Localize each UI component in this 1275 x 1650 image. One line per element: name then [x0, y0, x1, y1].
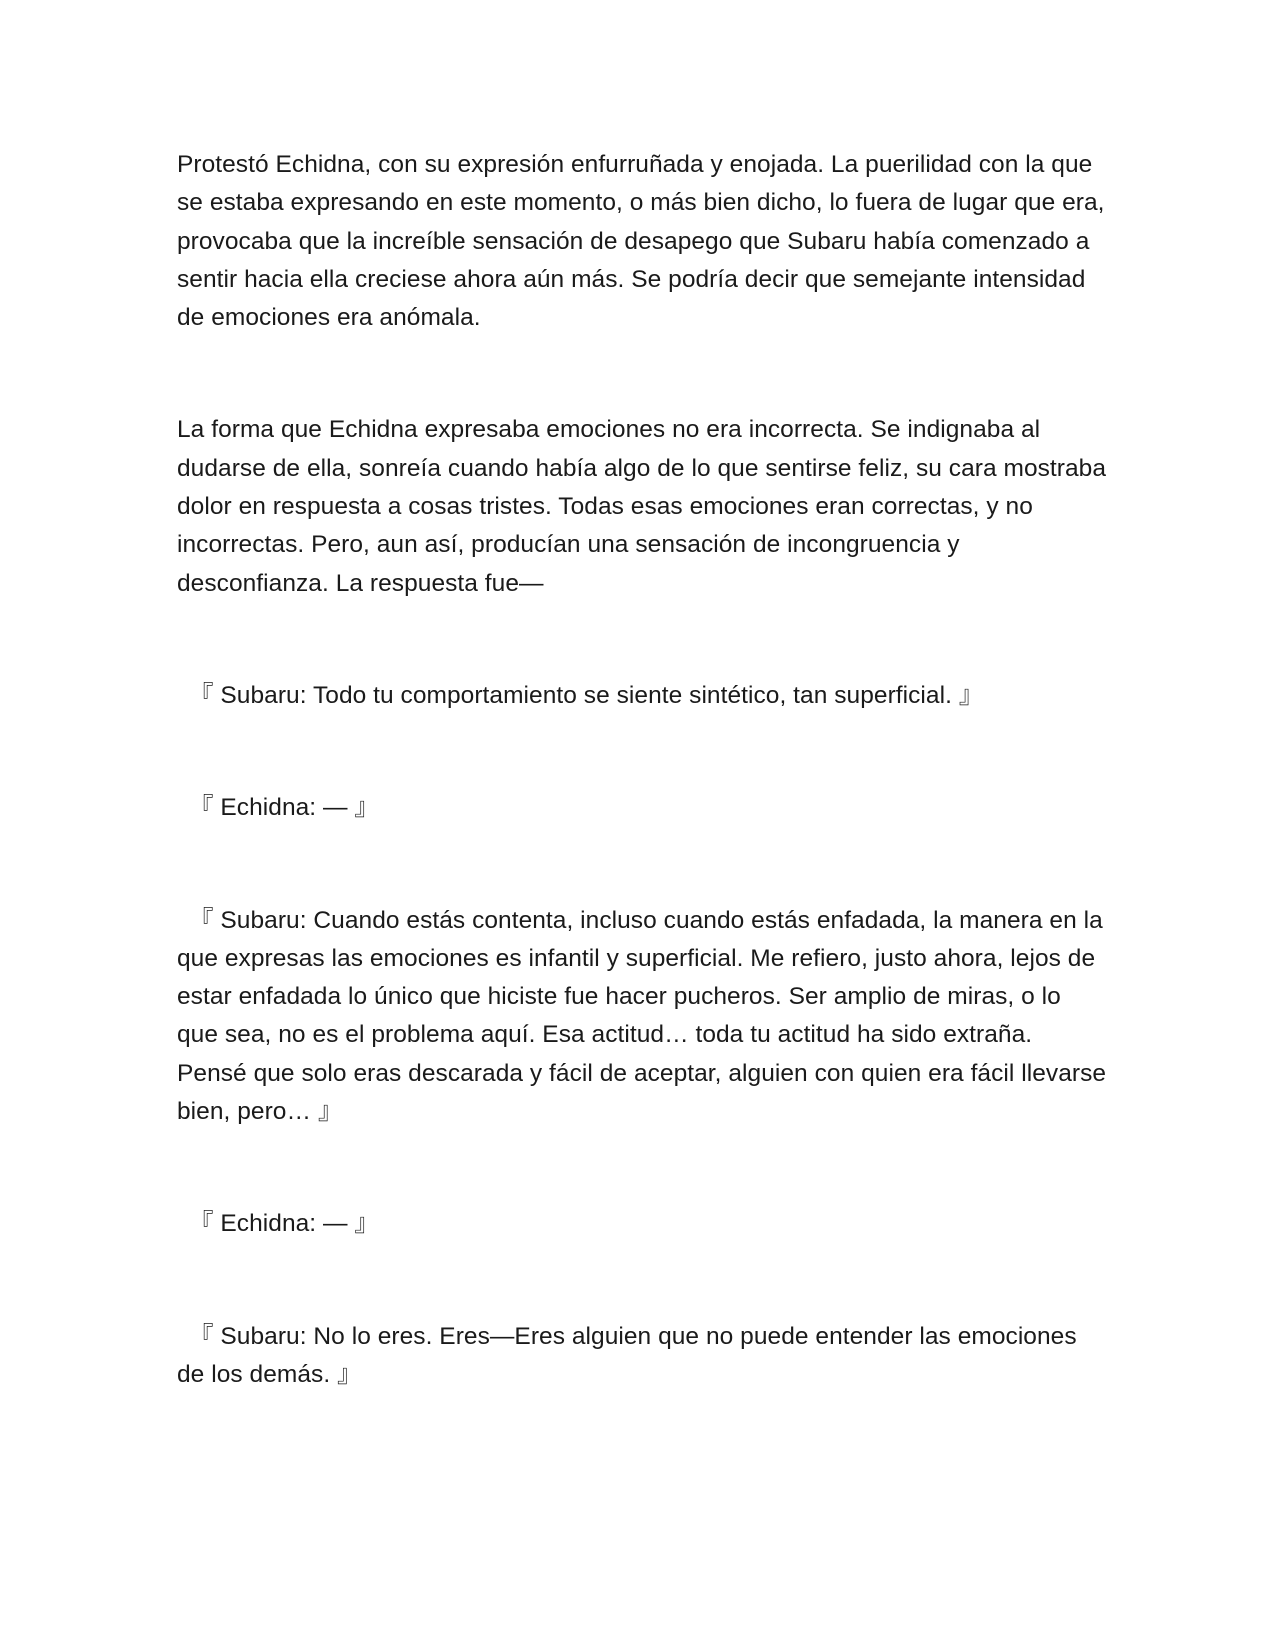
- dialogue-echidna-2: 『 Echidna: — 』: [189, 1210, 379, 1238]
- paragraph-narration-1: Protestó Echidna, con su expresión enfurruñada y enojada. La puerilidad con la que se estaba expresando en este momento, o más bien dicho, lo fuera de lugar que era, provocaba que la increíble sensación de desapego que Subaru había comenzado a sentir hacia ella creciese ahora aún más. Se podría decir que semejante intensidad de emociones era anómala.: [177, 151, 1105, 332]
- dialogue-echidna-1: 『 Echidna: — 』: [189, 794, 379, 822]
- dialogue-subaru-2: 『 Subaru: Cuando estás contenta, incluso cuando estás enfadada, la manera en la que expresas las emociones es infantil y superficial. Me refiero, justo ahora, lejos de estar enfadada lo único que hiciste fue hacer pucheros. Ser amplio de miras, o lo que sea, no es el problema aquí. Esa actitud… toda tu actitud ha sido extraña. Pensé que solo eras descarada y fácil de aceptar, alguien con quien era fácil llevarse bien, pero… 』: [177, 906, 1107, 1126]
- dialogue-subaru-3: 『 Subaru: No lo eres. Eres—Eres alguien que no puede entender las emociones de los demás. 』: [177, 1322, 1077, 1388]
- paragraph-narration-2: La forma que Echidna expresaba emociones no era incorrecta. Se indignaba al dudarse de ella, sonreía cuando había algo de lo que sentirse feliz, su cara mostraba dolor en respuesta a cosas tristes. Todas esas emociones eran correctas, y no incorrectas. Pero, aun así, producían una sensación de incongruencia y desconfianza. La respuesta fue—: [177, 416, 1107, 597]
- text-body: [177, 146, 1107, 1394]
- dialogue-subaru-1: 『 Subaru: Todo tu comportamiento se siente sintético, tan superficial. 』: [189, 681, 984, 709]
